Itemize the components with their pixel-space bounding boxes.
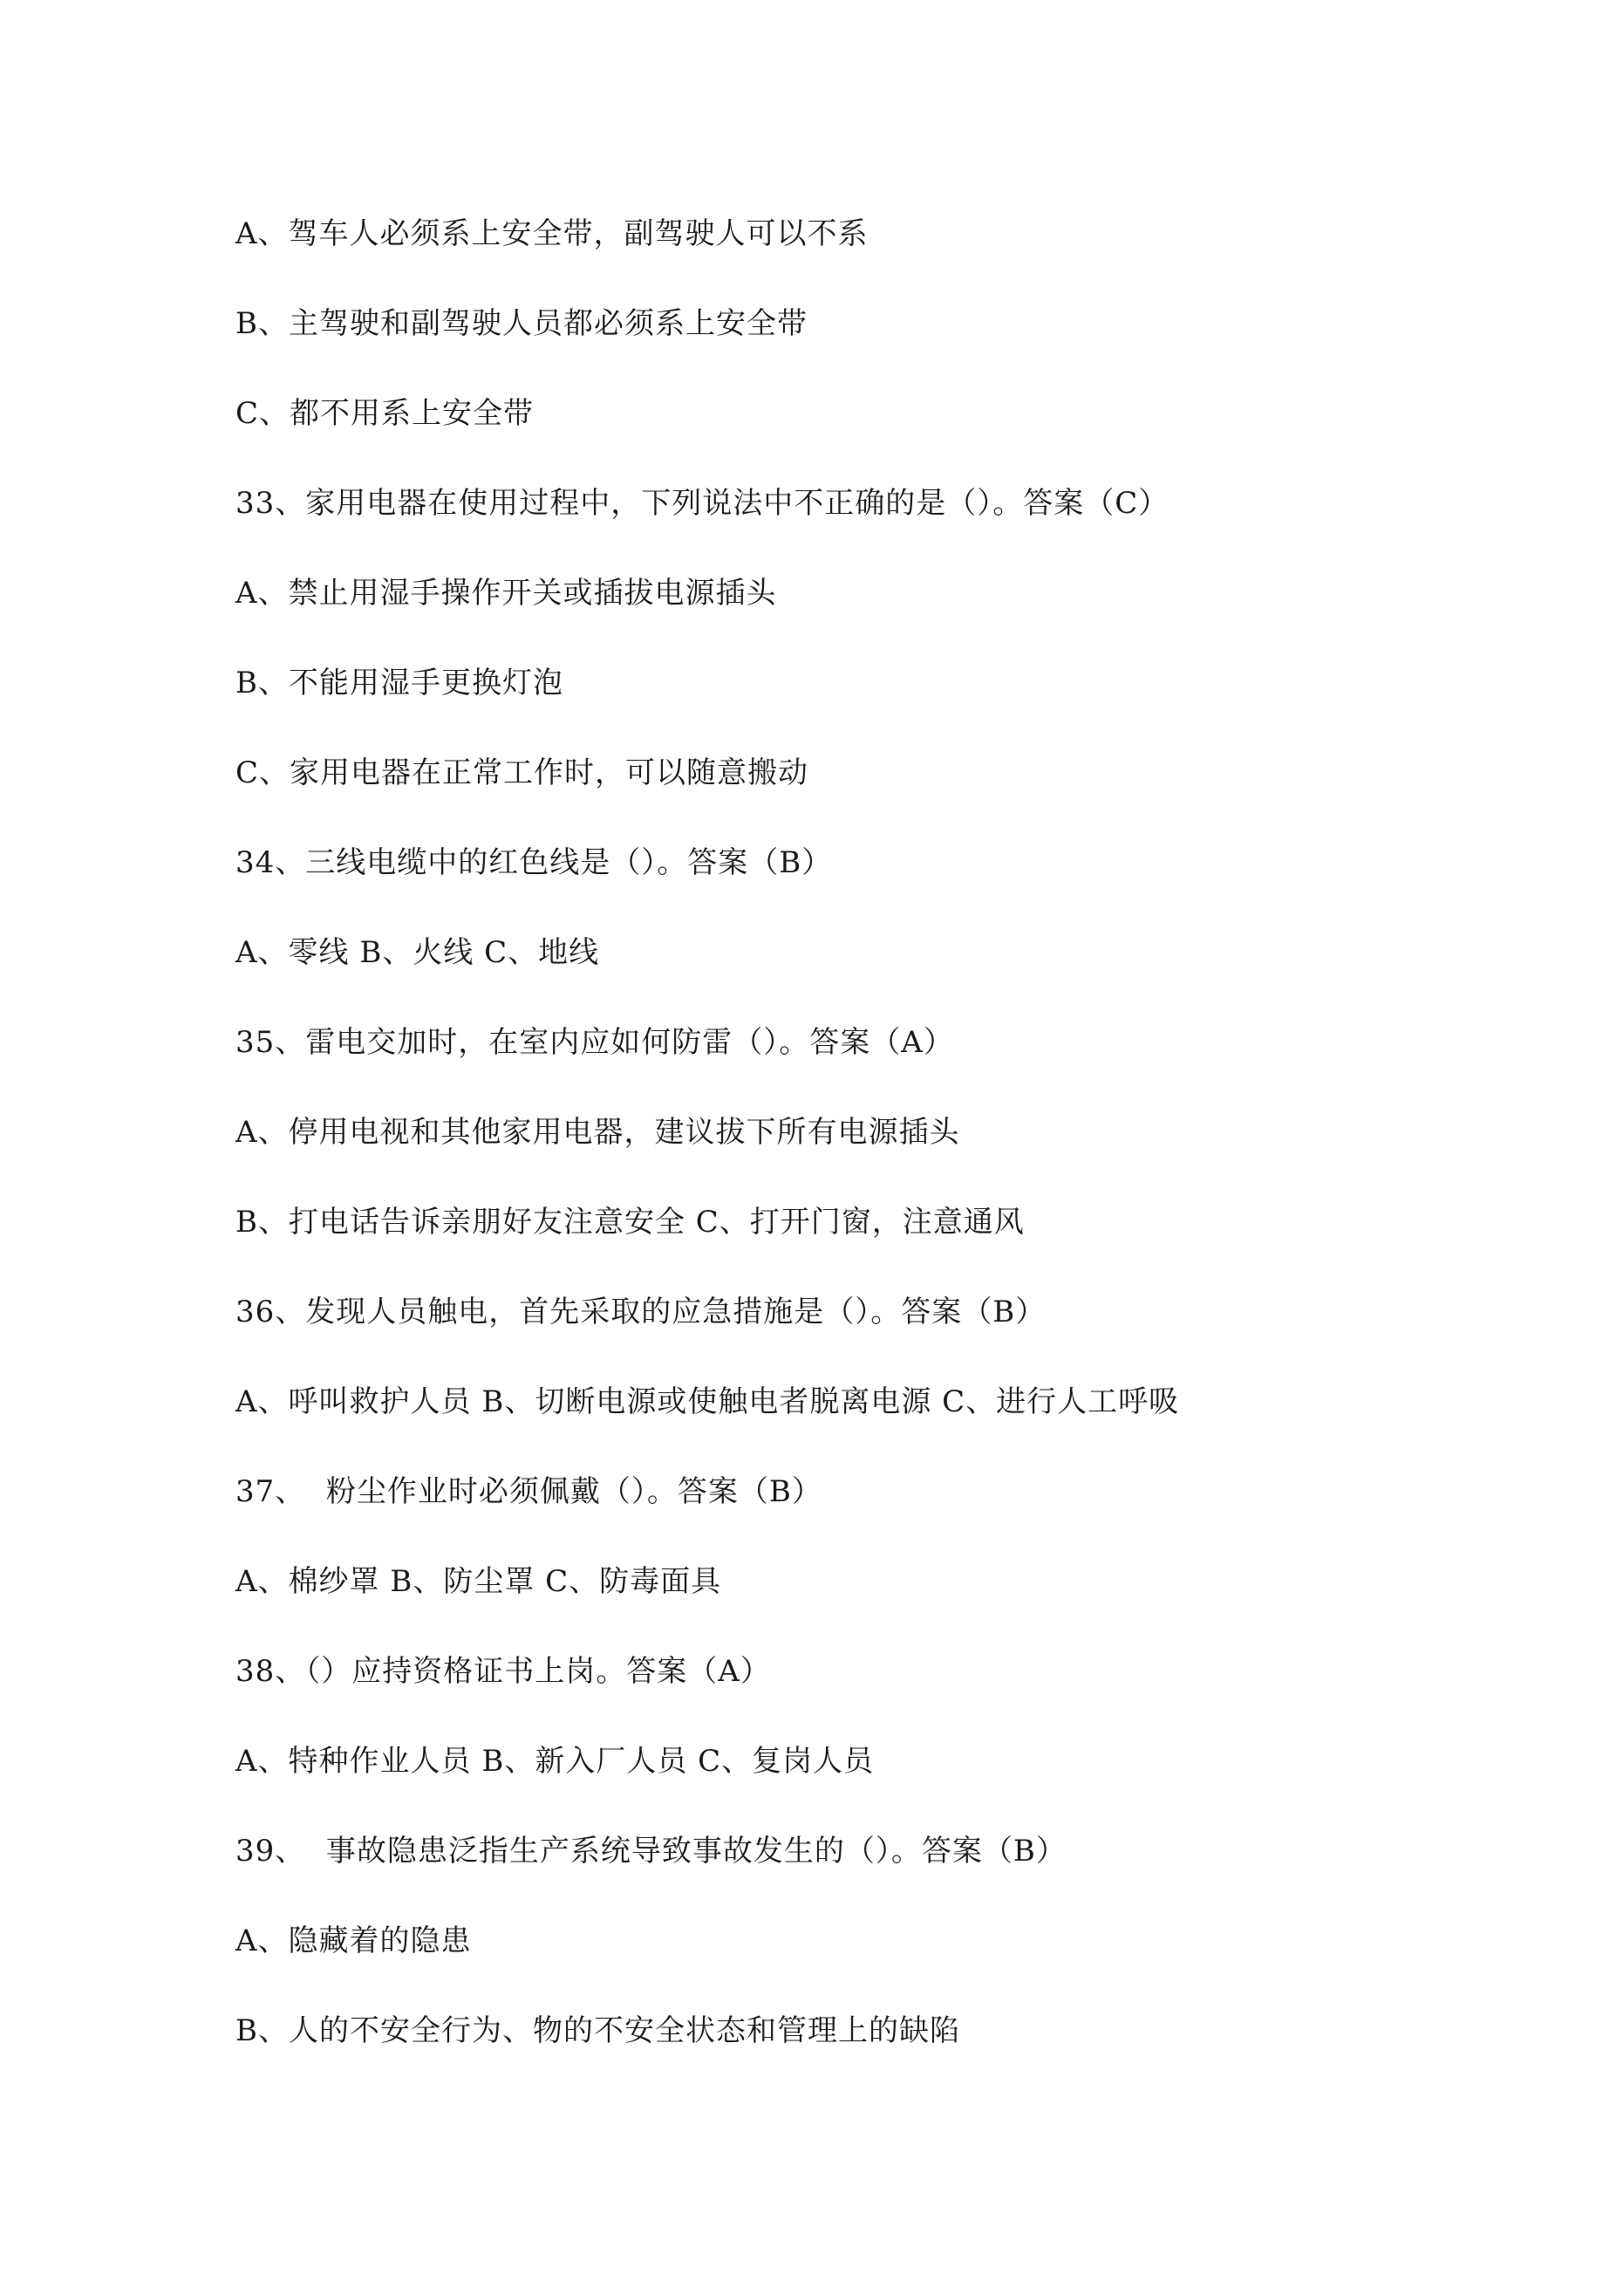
question-line: 37、 粉尘作业时必须佩戴（）。答案（B） (235, 1474, 822, 1509)
question-line: 39、 事故隐患泛指生产系统导致事故发生的（）。答案（B） (235, 1834, 1067, 1869)
question-line: 34、三线电缆中的红色线是（）。答案（B） (235, 845, 833, 880)
question-line: 33、家用电器在使用过程中，下列说法中不正确的是（）。答案（C） (235, 486, 1170, 521)
option-line: A、零线 B、火线 C、地线 (235, 935, 600, 970)
question-line: 38、（）应持资格证书上岗。答案（A） (235, 1654, 771, 1689)
option-line: B、不能用湿手更换灯泡 (235, 666, 563, 700)
option-line: A、驾车人必须系上安全带，副驾驶人可以不系 (235, 216, 869, 251)
option-line: A、特种作业人员 B、新入厂人员 C、复岗人员 (235, 1744, 875, 1779)
option-line: A、禁止用湿手操作开关或插拔电源插头 (235, 576, 777, 611)
option-line: C、家用电器在正常工作时，可以随意搬动 (235, 755, 809, 790)
option-line: A、呼叫救护人员 B、切断电源或使触电者脱离电源 C、进行人工呼吸 (235, 1384, 1180, 1419)
option-line: A、隐藏着的隐患 (235, 1924, 472, 1958)
question-line: 35、雷电交加时，在室内应如何防雷（）。答案（A） (235, 1025, 954, 1060)
option-line: A、棉纱罩 B、防尘罩 C、防毒面具 (235, 1564, 722, 1599)
option-line: A、停用电视和其他家用电器，建议拔下所有电源插头 (235, 1115, 960, 1150)
question-line: 36、发现人员触电，首先采取的应急措施是（）。答案（B） (235, 1295, 1047, 1329)
option-line: C、都不用系上安全带 (235, 396, 535, 431)
option-line: B、打电话告诉亲朋好友注意安全 C、打开门窗，注意通风 (235, 1205, 1025, 1240)
option-line: B、人的不安全行为、物的不安全状态和管理上的缺陷 (235, 2013, 960, 2048)
option-line: B、主驾驶和副驾驶人员都必须系上安全带 (235, 306, 808, 341)
question-list (235, 208, 1456, 2094)
